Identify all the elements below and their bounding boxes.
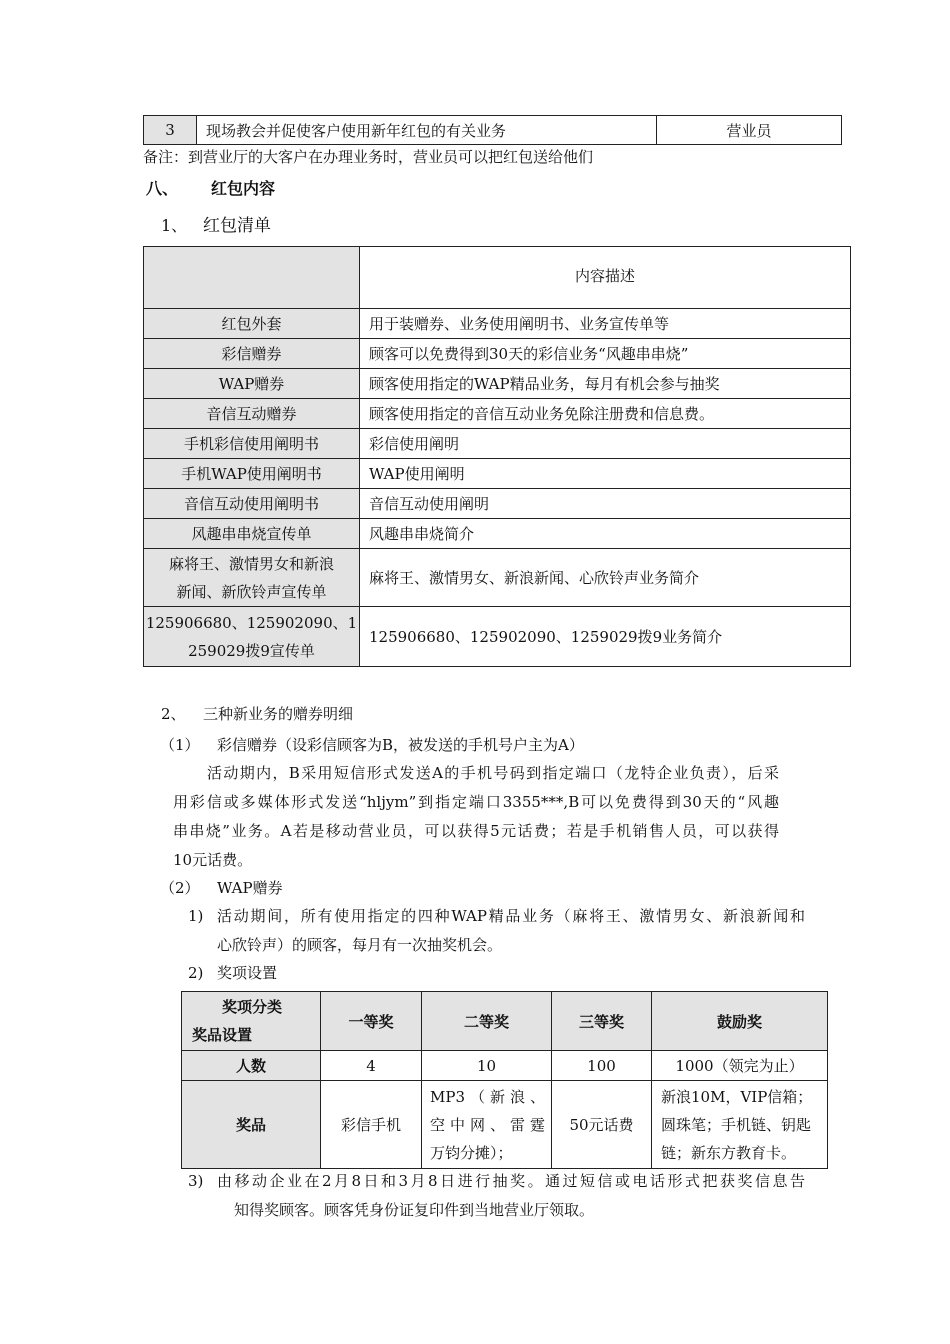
item-name: 音信互动赠券 [144,399,360,429]
item-description: 顾客可以免费得到30天的彩信业务“风趣串串烧” [360,339,851,369]
subsection-title: 三种新业务的赠券明细 [203,705,354,723]
item-name: 红包外套 [144,309,360,339]
item-description: 风趣串串烧简介 [360,519,851,549]
item-description: 125906680、125902090、1259029拨9业务简介 [360,607,851,667]
row-number: 3 [144,116,197,145]
item-description: 音信互动使用阐明 [360,489,851,519]
prize-count-row [182,1051,828,1081]
paragraph-line: 10元话费。 [173,851,253,869]
paragraph-line: 串串烧”业务。A若是移动营业员，可以获得5元话费；若是手机销售人员，可以获得 [173,822,779,840]
count-first: 4 [321,1051,422,1081]
header-description: 内容描述 [360,247,851,309]
prize-header-row [182,992,828,1051]
prize-second-line: MP3（新浪、 [430,1087,545,1106]
table-row [144,339,851,369]
prize-second [422,1081,552,1169]
item-name [144,549,360,607]
table-row [144,309,851,339]
prize-first: 彩信手机 [321,1081,422,1169]
table-header-row [144,247,851,309]
point-line: 知得奖顾客。顾客凭身份证复印件到当地营业厅领取。 [234,1201,595,1219]
prize-table [181,991,828,1169]
section-number: 八、 [146,179,179,198]
item-name: 手机WAP使用阐明书 [144,459,360,489]
header-third-prize: 三等奖 [552,992,652,1051]
subsection-number: 1、 [161,216,188,235]
point-line: 由移动企业在2月8日和3月8日进行抽奖。通过短信或电话形式把获奖信息告 [217,1172,805,1190]
table-row [144,549,851,607]
item-name-line: 新闻、新欣铃声宣传单 [176,582,327,601]
item-title: 彩信赠券（设彩信顾客为B，被发送的手机号户主为A） [217,736,584,754]
point-line: 心欣铃声）的顾客，每月有一次抽奖机会。 [217,936,503,954]
item-description: 顾客使用指定的音信互动业务免除注册费和信息费。 [360,399,851,429]
prize-encouragement-line: 链；新东方教育卡。 [661,1143,797,1162]
item-name-line: 125906680、125902090、1 [145,613,358,632]
prize-encouragement [652,1081,828,1169]
item-description: 彩信使用阐明 [360,429,851,459]
header-first-prize: 一等奖 [321,992,422,1051]
item-number: （2） [160,879,200,897]
prize-label: 奖品 [182,1081,321,1169]
prize-second-line: 万钧分摊）； [430,1143,513,1162]
point-number: 1) [188,907,204,925]
prize-third: 50元话费 [552,1081,652,1169]
paragraph-line: 活动期内，B采用短信形式发送A的手机号码到指定端口（龙特企业负责），后采 [207,764,779,782]
prize-encouragement-line: 新浪10M，VIP信箱； [661,1087,813,1106]
table-row [144,489,851,519]
task-table [143,115,842,145]
item-title: WAP赠券 [217,879,283,897]
item-name-line: 259029拨9宣传单 [188,641,315,660]
item-name-line: 麻将王、激情男女和新浪 [168,554,334,573]
note: 备注：到营业厅的大客户在办理业务时，营业员可以把红包送给他们 [143,148,594,166]
count-second: 10 [422,1051,552,1081]
item-name: 手机彩信使用阐明书 [144,429,360,459]
point-title: 奖项设置 [217,964,278,982]
point-number: 2) [188,964,204,982]
prize-item-row [182,1081,828,1169]
count-third: 100 [552,1051,652,1081]
section-title: 红包内容 [211,179,276,198]
point-line: 活动期间，所有使用指定的四种WAP精品业务（麻将王、激情男女、新浪新闻和 [217,907,805,925]
header-empty-cell [144,247,360,309]
table-row [144,369,851,399]
item-name: 彩信赠券 [144,339,360,369]
task-description: 现场教会并促使客户使用新年红包的有关业务 [197,116,657,145]
item-description: 顾客使用指定的WAP精品业务，每月有机会参与抽奖 [360,369,851,399]
item-description: 用于装赠券、业务使用阐明书、业务宣传单等 [360,309,851,339]
table-row [144,519,851,549]
item-name: WAP赠券 [144,369,360,399]
count-label: 人数 [182,1051,321,1081]
table-row [144,399,851,429]
table-row [144,607,851,667]
item-name: 音信互动使用阐明书 [144,489,360,519]
paragraph-line: 用彩信或多媒体形式发送“hljym”到指定端口3355***,B可以免费得到30天的“风趣 [173,793,779,811]
prize-encouragement-line: 圆珠笔；手机链、钥匙 [661,1115,812,1134]
item-name [144,607,360,667]
point-number: 3) [188,1172,204,1190]
corner-header-top: 奖项分类 [222,998,283,1016]
table-row [144,459,851,489]
header-second-prize: 二等奖 [422,992,552,1051]
item-description: 麻将王、激情男女、新浪新闻、心欣铃声业务简介 [360,549,851,607]
corner-header-bottom: 奖品设置 [192,1026,253,1044]
responsible-role: 营业员 [657,116,842,145]
subsection-number: 2、 [161,705,186,723]
table-row [144,429,851,459]
count-encouragement: 1000（领完为止） [652,1051,828,1081]
prize-second-line: 空中网、雷霆 [430,1115,545,1134]
header-encouragement-prize: 鼓励奖 [652,992,828,1051]
item-name: 风趣串串烧宣传单 [144,519,360,549]
envelope-list-table [143,246,851,667]
item-description: WAP使用阐明 [360,459,851,489]
table-row [144,116,842,145]
corner-header [182,992,321,1051]
subsection-title: 红包清单 [203,216,271,236]
item-number: （1） [160,736,200,754]
